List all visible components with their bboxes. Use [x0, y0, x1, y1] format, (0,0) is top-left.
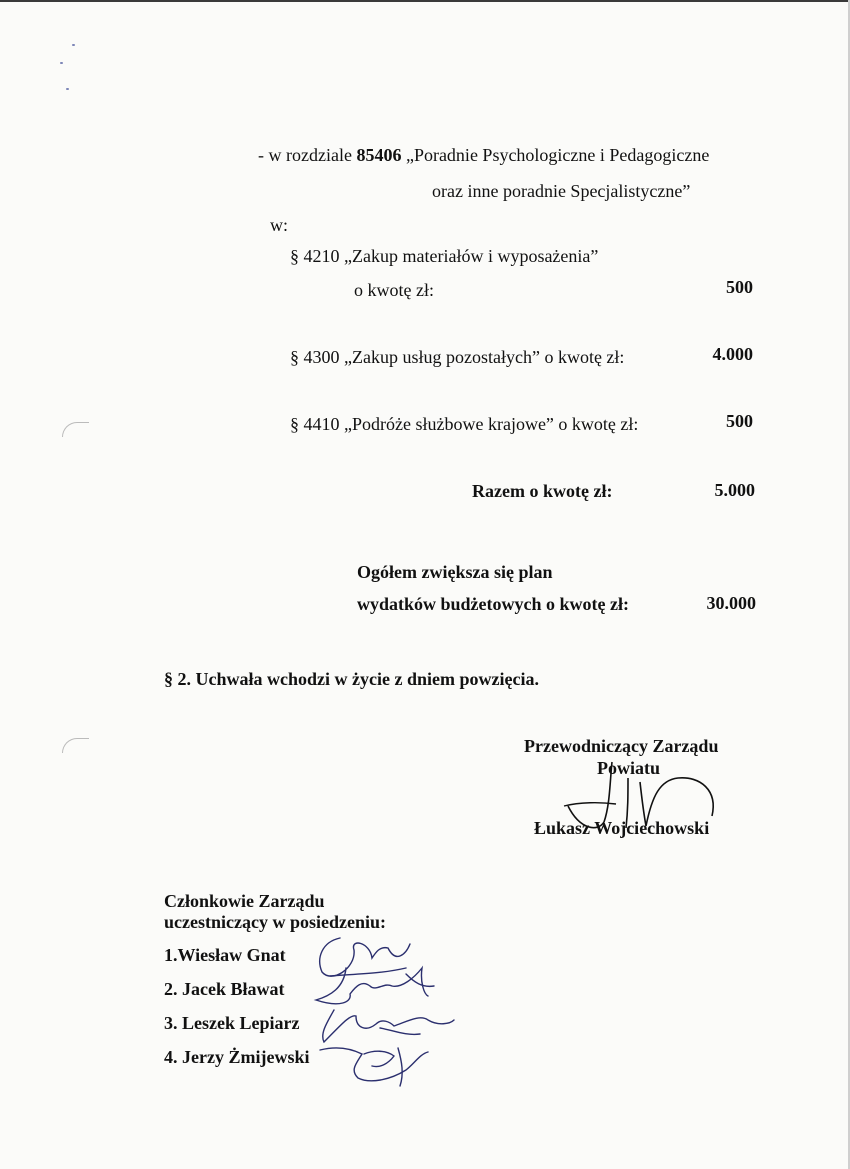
punch-hole-mark: [62, 422, 89, 437]
item-title: § 4300 „Zakup usług pozostałych” o kwotę zł:: [290, 347, 625, 367]
scan-speck: [60, 62, 63, 64]
chapter-line: [258, 144, 709, 166]
item-title: § 4410 „Podróże służbowe krajowe” o kwotę zł:: [290, 414, 639, 434]
chapter-name-line2: oraz inne poradnie Specjalistyczne”: [432, 181, 691, 201]
chairman-title-line1: Przewodniczący Zarządu: [524, 736, 719, 756]
chairman-title-line2: Powiatu: [597, 758, 660, 778]
item-amount: 4.000: [712, 344, 753, 364]
board-heading-line1: Członkowie Zarządu: [164, 891, 325, 911]
board-member: 2. Jacek Bławat: [164, 979, 285, 999]
item-amount-label: o kwotę zł:: [354, 280, 434, 300]
scan-speck: [72, 44, 75, 46]
chairman-name: Łukasz Wojciechowski: [534, 818, 710, 838]
board-heading-line2: uczestniczący w posiedzeniu:: [164, 912, 386, 932]
item-amount: 500: [726, 411, 753, 431]
grand-total-label-line1: Ogółem zwiększa się plan: [357, 562, 553, 582]
chapter-code: 85406: [356, 145, 402, 165]
scan-speck: [66, 88, 69, 90]
page-top-edge: [0, 0, 850, 2]
grand-total-label-line2: wydatków budżetowych o kwotę zł:: [357, 594, 629, 614]
subtotal-label: Razem o kwotę zł:: [472, 481, 613, 501]
subtotal-amount: 5.000: [714, 480, 755, 500]
punch-hole-mark: [62, 738, 89, 753]
in-label: w:: [270, 215, 288, 235]
board-member: 3. Leszek Lepiarz: [164, 1013, 300, 1033]
grand-total-amount: 30.000: [706, 593, 756, 613]
board-signatures: [310, 928, 460, 1088]
chapter-prefix: - w rozdziale: [258, 145, 352, 165]
chapter-name-line1: „Poradnie Psychologiczne i Pedagogiczne: [405, 145, 710, 165]
item-title: § 4210 „Zakup materiałów i wyposażenia”: [290, 246, 599, 266]
board-member: 1.Wiesław Gnat: [164, 945, 286, 965]
paragraph-2: § 2. Uchwała wchodzi w życie z dniem powzięcia.: [164, 669, 539, 689]
item-amount: 500: [726, 277, 753, 297]
board-member: 4. Jerzy Żmijewski: [164, 1047, 310, 1067]
